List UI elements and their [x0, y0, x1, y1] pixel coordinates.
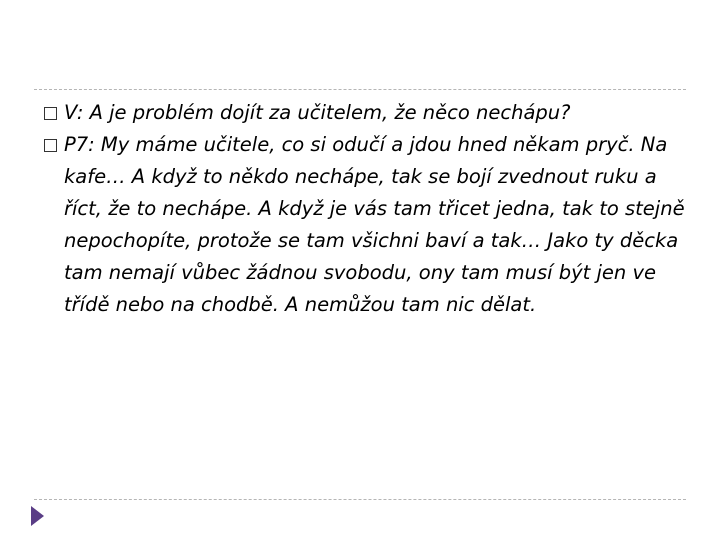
square-bullet-icon [44, 107, 57, 120]
top-divider [34, 89, 686, 90]
bullet-text: P7: My máme učitele, co si odučí a jdou hned někam pryč. Na kafe… A když to někdo nechápe, tak se bojí zvednout ruku a říct, že to nechápe. A když je vás tam třicet jedna, tak to stejně nepochopíte, protože se tam všichni baví a tak… Jako ty děcka tam nemají vůbec žádnou svobodu, ony tam musí být jen ve třídě nebo na chodbě. A nemůžou tam nic dělat. [64, 133, 685, 316]
bullet-item-question [44, 97, 694, 129]
slide-content [44, 97, 694, 321]
bottom-divider [34, 499, 686, 500]
bullet-item-answer [44, 129, 694, 321]
bullet-text: V: A je problém dojít za učitelem, že něco nechápu? [64, 101, 571, 124]
play-triangle-icon [31, 506, 44, 526]
square-bullet-icon [44, 139, 57, 152]
